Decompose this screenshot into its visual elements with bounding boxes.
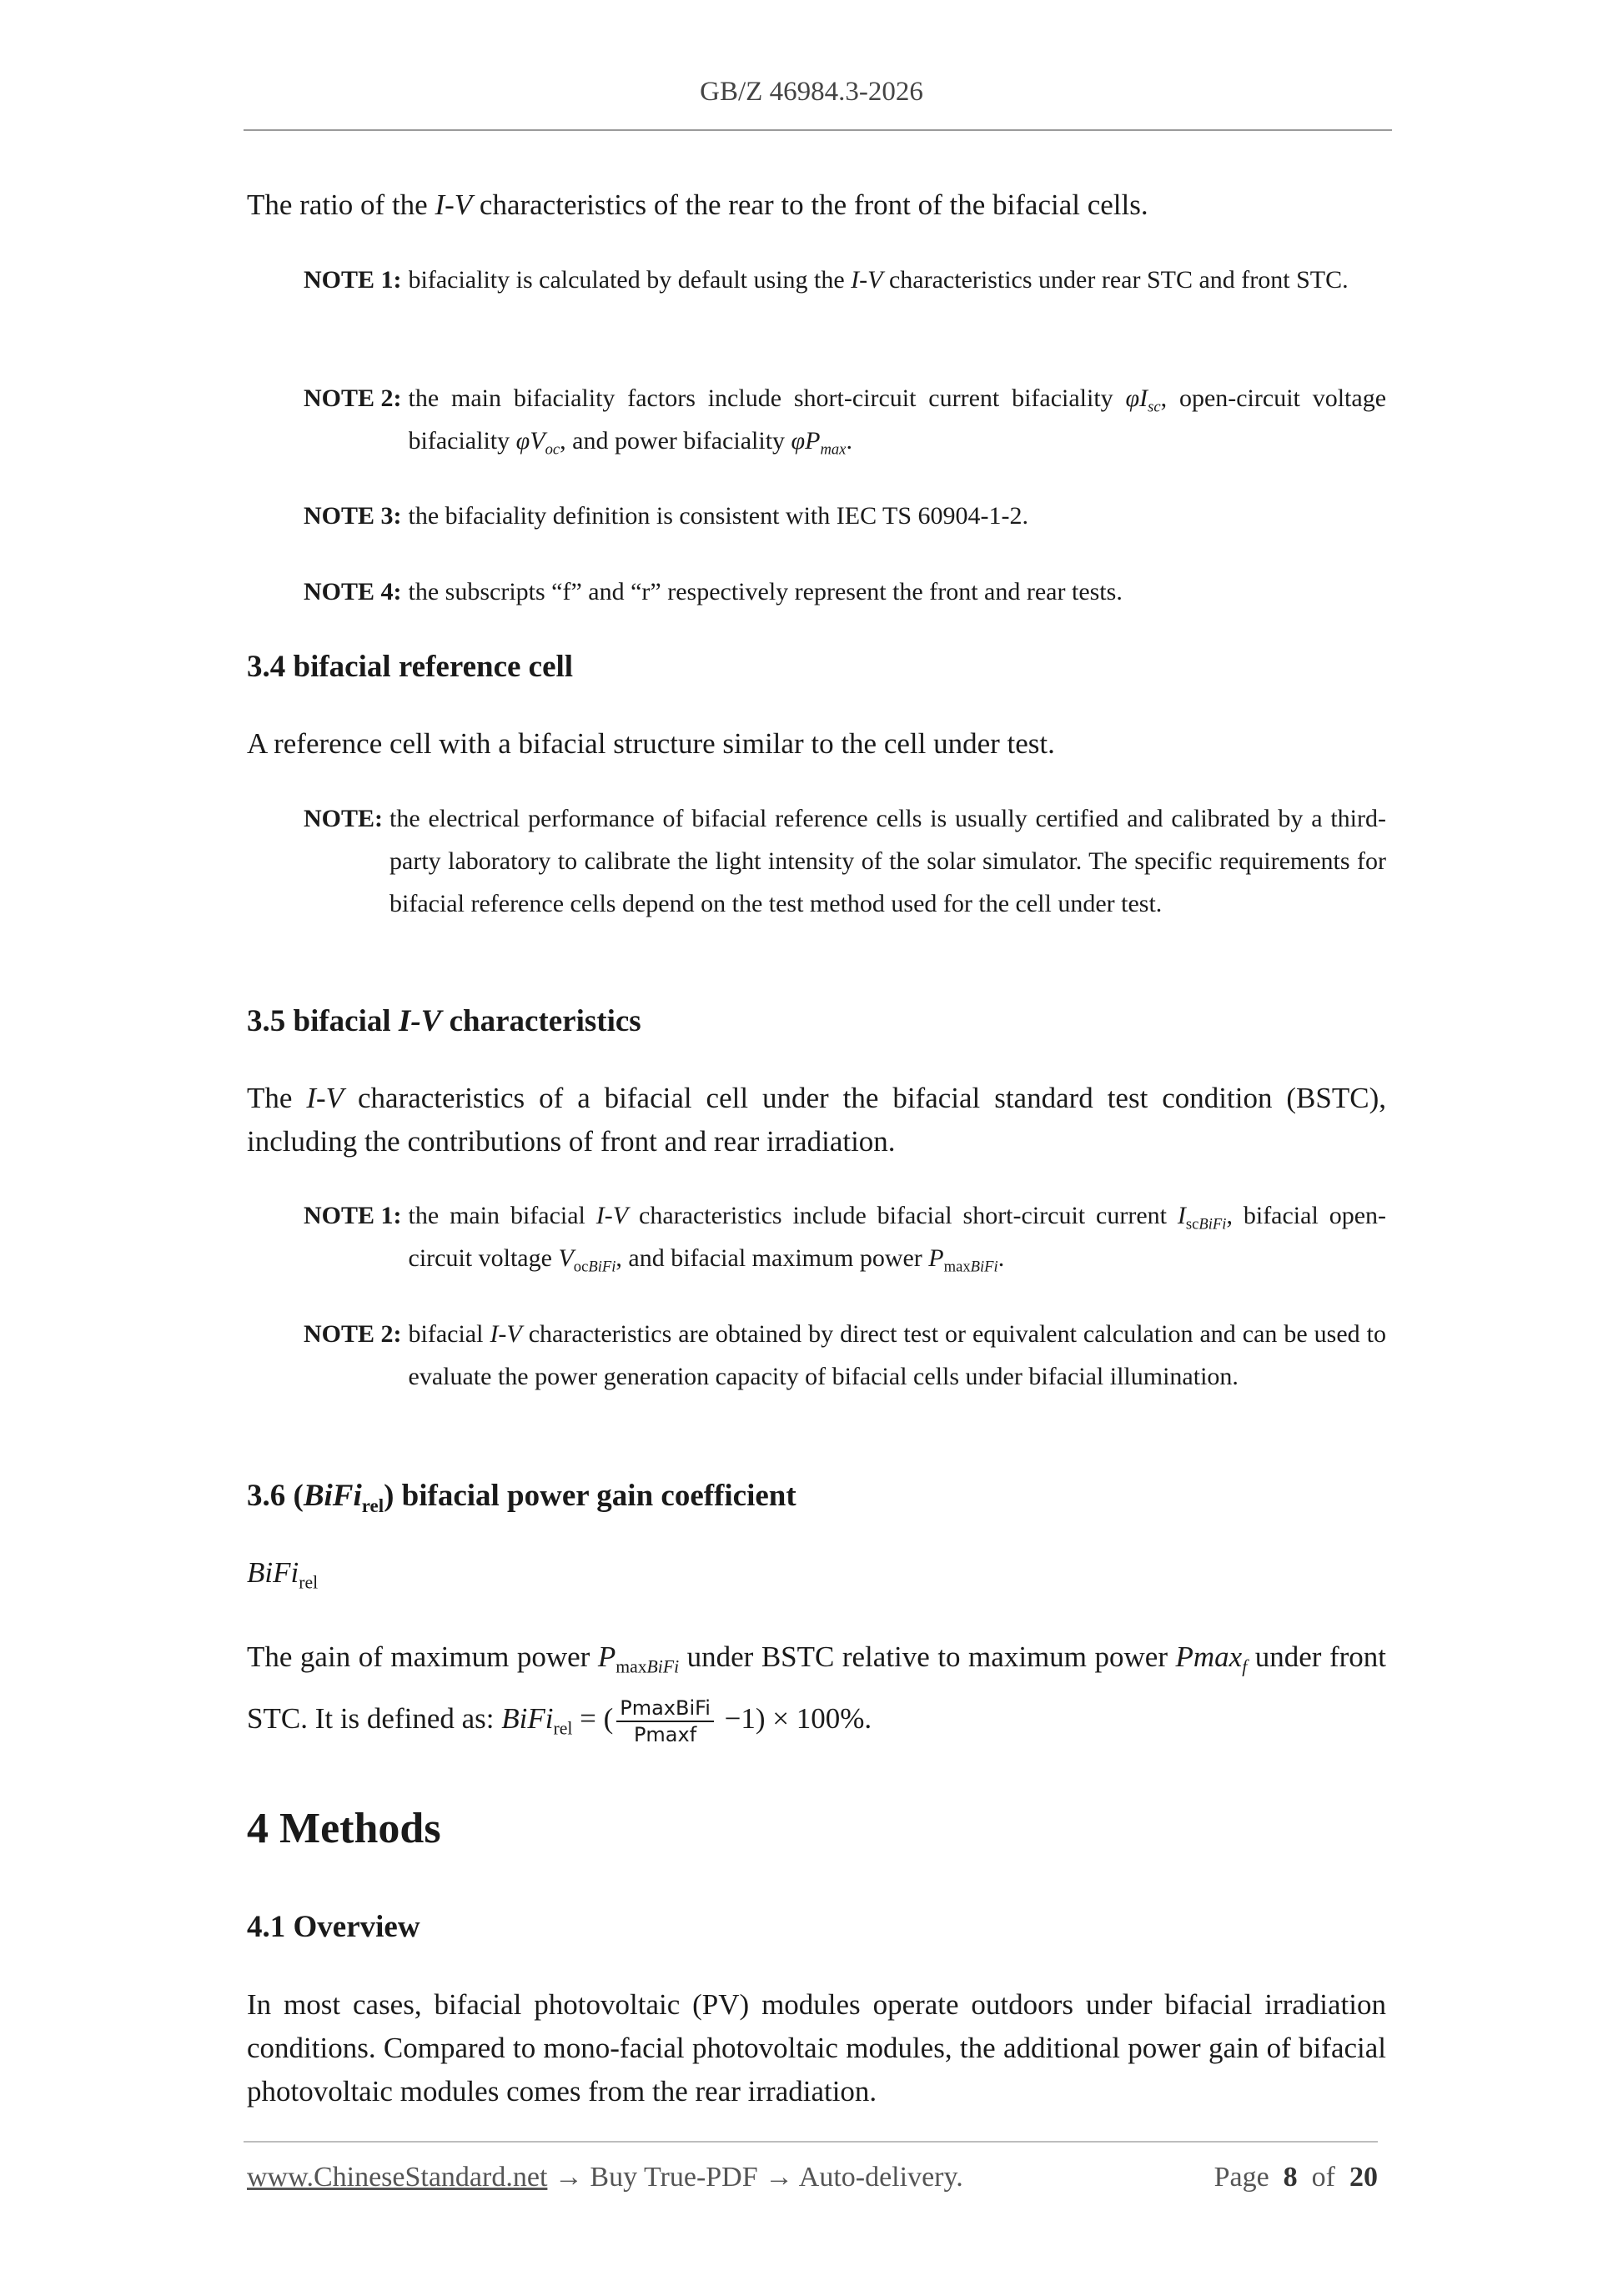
- section-heading-3-5: 3.5 bifacial I-V characteristics: [247, 1004, 641, 1038]
- section-4-1-paragraph: In most cases, bifacial photovoltaic (PV) modules operate outdoors under bifacial irradiation conditions. Compared to mono-facial photovoltaic modules, the additional power gain of bifacial photovoltaic modules comes from the rear irradiation.: [247, 1988, 1386, 2108]
- note-label: NOTE 2:: [304, 1320, 402, 1348]
- buy-true-pdf-text: Buy True-PDF: [590, 2162, 758, 2193]
- bifi-rel-symbol: BiFi$_{rel}$: [247, 1556, 319, 1593]
- note-label: NOTE 4:: [304, 578, 402, 605]
- note-4: NOTE 4: the subscripts “f” and “r” respectively represent the front and rear tests.: [304, 570, 1386, 613]
- bifaciality-definition-paragraph: The ratio of the I-V characteristics of the rear to the front of the bifacial cells.: [247, 188, 1148, 221]
- section-heading-3-6: 3.6 (BiFi$_{rel}$) bifacial power gain coefficient: [247, 1479, 796, 1517]
- section-3-6-paragraph: The gain of maximum power $P_{maxBiFi}$ under BSTC relative to maximum power Pmax$_f$ under front STC. It is defined as: BiFi$_{rel}$ = ( $\frac{\text{PmaxBiFi}}{Pmaxf}$ −1) × 100%.: [247, 1640, 1386, 1746]
- note-label: NOTE 1:: [304, 266, 402, 294]
- note-label: NOTE 2:: [304, 384, 402, 412]
- header-standard-number: GB/Z 46984.3-2026: [700, 77, 923, 107]
- section-3-4-note: NOTE: the electrical performance of bifacial reference cells is usually certified and calibrated by a third-party laboratory to calibrate the light intensity of the solar simulator. The specific requirements for bifacial reference cells depend on the test method used for the cell under test.: [304, 797, 1386, 925]
- footer-divider: [244, 2141, 1378, 2143]
- section-3-5-paragraph: The I-V characteristics of a bifacial cell under the bifacial standard test condition (BSTC), including the contributions of front and rear irradiation.: [247, 1082, 1386, 1158]
- arrow-icon: →: [757, 2162, 799, 2193]
- section-heading-4-1: 4.1 Overview: [247, 1910, 420, 1944]
- section-3-4-paragraph: A reference cell with a bifacial structure similar to the cell under test.: [247, 727, 1055, 760]
- arrow-icon: →: [547, 2162, 590, 2193]
- auto-delivery-text: Auto-delivery.: [798, 2162, 963, 2193]
- note-label: NOTE 3:: [304, 502, 402, 530]
- note-label: NOTE 1:: [304, 1202, 402, 1229]
- page-number: Page 8 of 20: [1213, 2162, 1378, 2193]
- note-1: NOTE 1: bifaciality is calculated by default using the I-V characteristics under rear STC and front STC.: [304, 259, 1386, 301]
- note-3: NOTE 3: the bifaciality definition is consistent with IEC TS 60904-1-2.: [304, 495, 1386, 537]
- gain-formula-fraction: $\frac{\text{PmaxBiFi}}{Pmaxf}$: [616, 1696, 714, 1747]
- chapter-heading-4: 4 Methods: [247, 1805, 441, 1852]
- header-divider: [244, 129, 1392, 131]
- chinesestandard-link[interactable]: www.ChineseStandard.net: [247, 2162, 548, 2193]
- note-label: NOTE:: [304, 805, 384, 832]
- section-3-5-note-2: NOTE 2: bifacial I-V characteristics are obtained by direct test or equivalent calculation and can be used to evaluate the power generation capacity of bifacial cells under bifacial illumination.: [304, 1313, 1386, 1398]
- note-2: NOTE 2: the main bifaciality factors include short-circuit current bifaciality $\varphi I_{sc}$, open-circuit voltage bifaciality $\varphi V_{oc}$, and power bifaciality $\varphi P_{max}$.: [304, 377, 1386, 462]
- section-heading-3-4: 3.4 bifacial reference cell: [247, 650, 574, 684]
- section-3-5-note-1: NOTE 1: the main bifacial I-V characteristics include bifacial short-circuit current $I_{scBiFi}$, bifacial open-circuit voltage $V_{ocBiFi}$, and bifacial maximum power $P_{maxBiFi}$.: [304, 1194, 1386, 1279]
